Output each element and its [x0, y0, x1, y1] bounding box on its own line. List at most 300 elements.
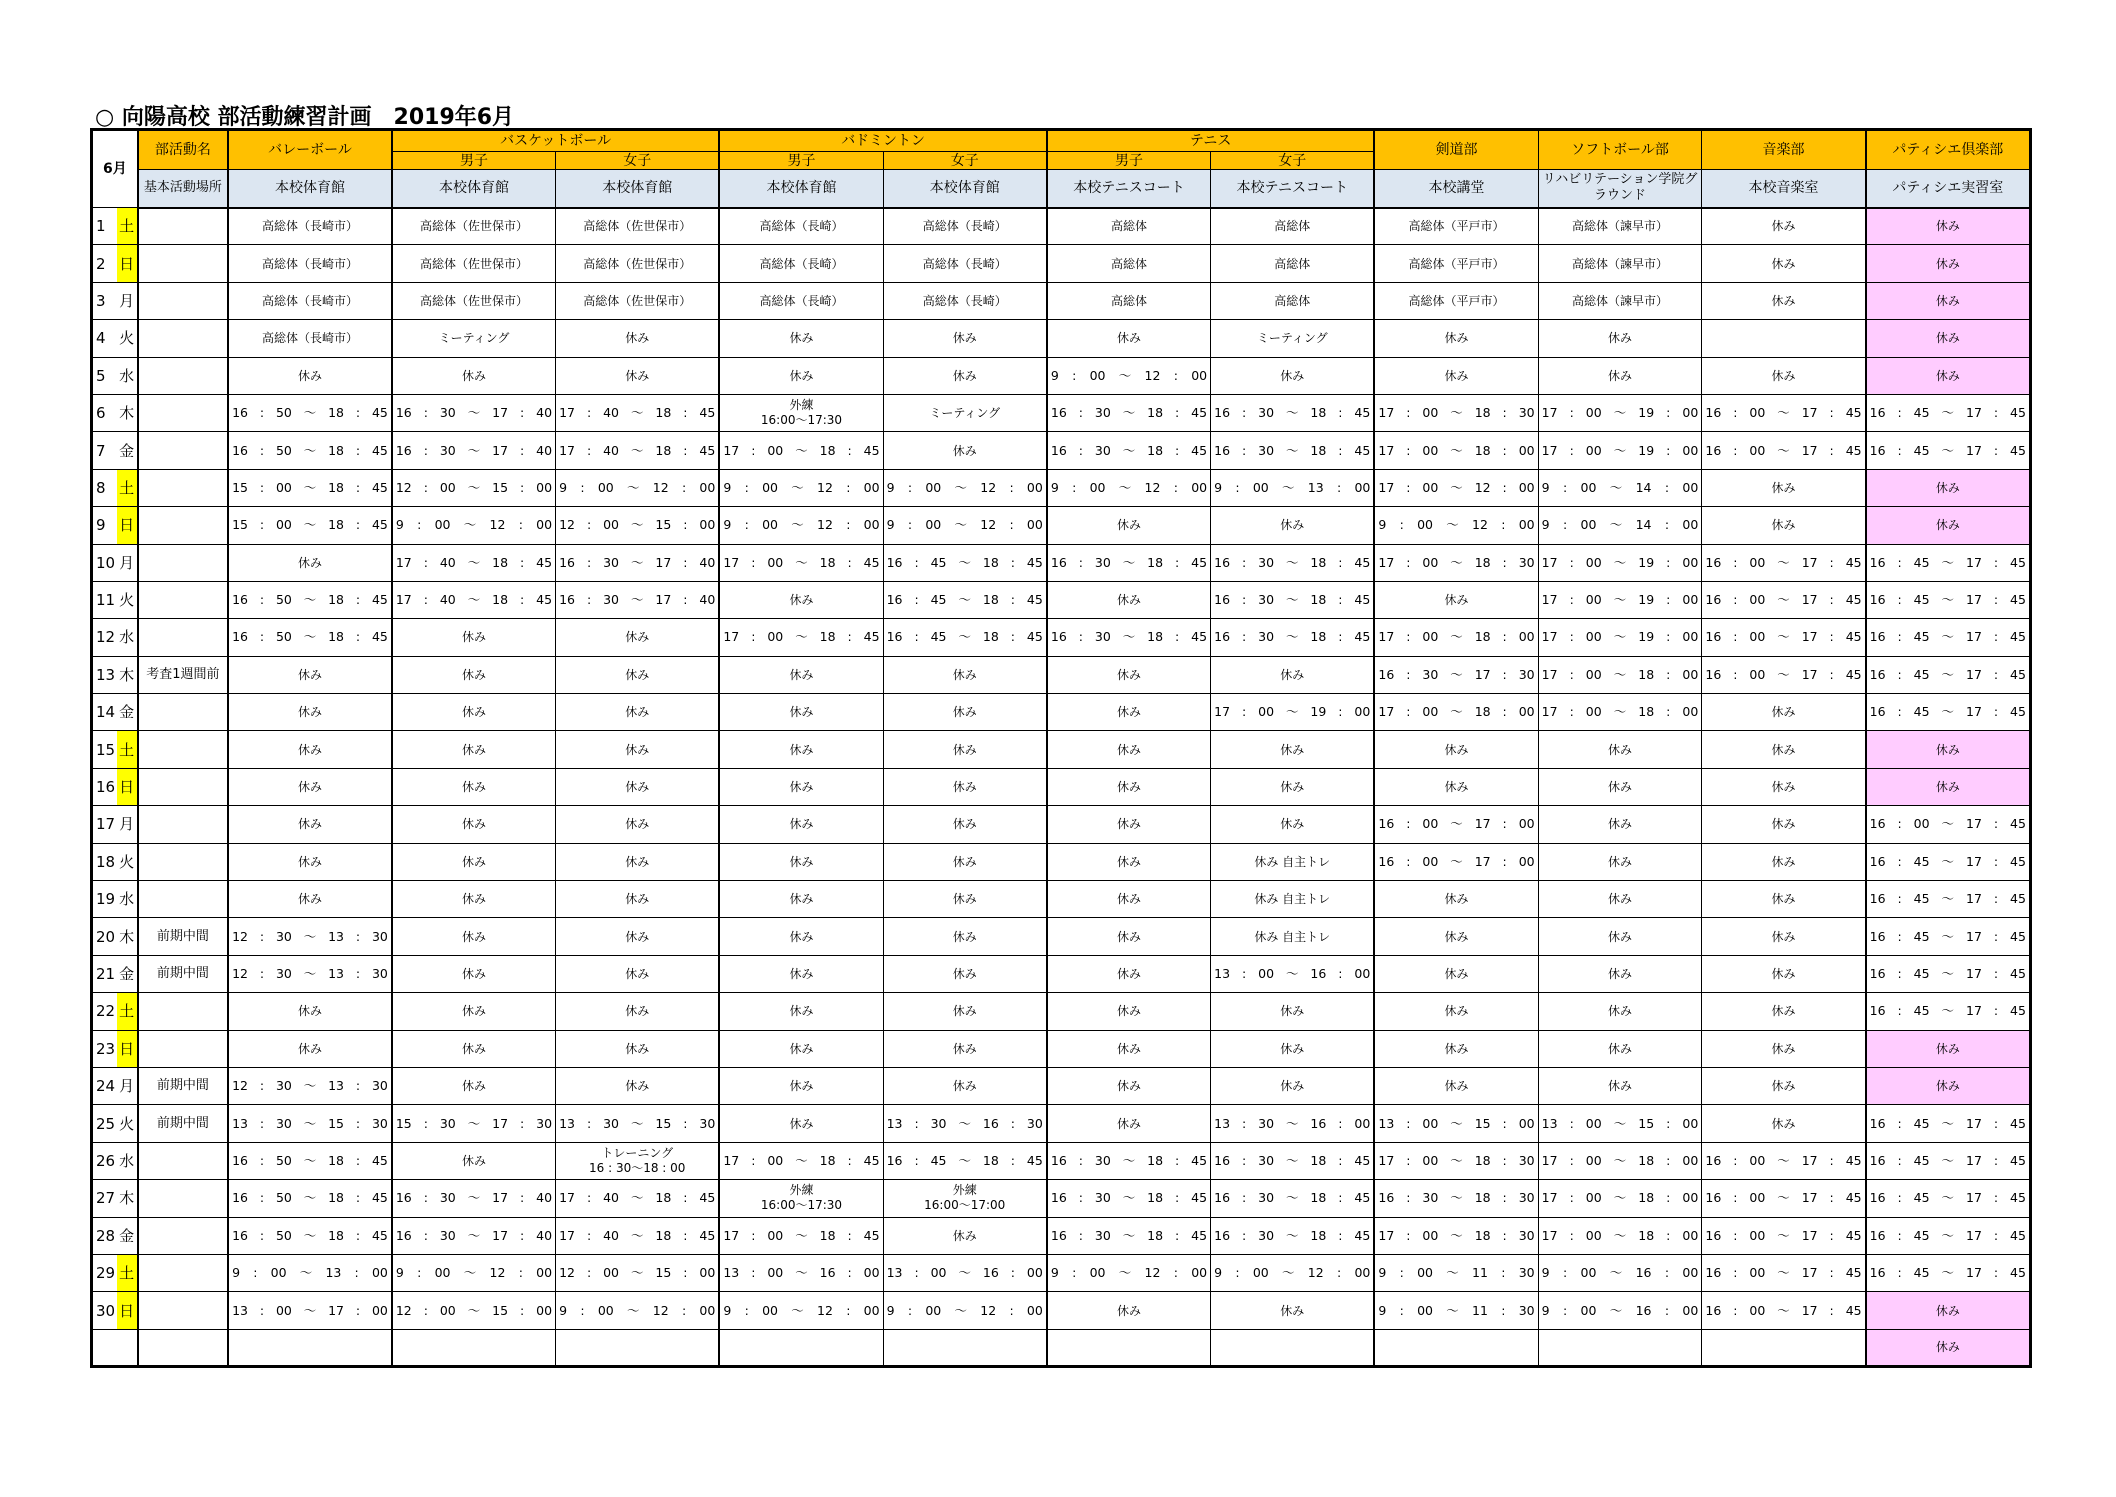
schedule-cell — [1047, 1142, 1211, 1179]
badminton-female: 女子 — [883, 152, 1047, 170]
day-row — [92, 731, 2031, 768]
schedule-cell: 休み — [556, 993, 720, 1030]
time-range: 13 : 00 ～ 17 : 00 — [232, 1302, 388, 1318]
day-row — [92, 918, 2031, 955]
schedule-cell — [1866, 1142, 2031, 1179]
schedule-cell — [1538, 1105, 1702, 1142]
schedule-cell — [1374, 656, 1538, 693]
schedule-cell: 高総体（佐世保市） — [392, 245, 556, 282]
schedule-cell — [1866, 394, 2031, 431]
schedule-cell — [1211, 544, 1375, 581]
time-range: 9 : 00 ～ 14 : 00 — [1541, 517, 1699, 533]
schedule-cell — [719, 1142, 883, 1179]
schedule-cell: 休み — [228, 694, 392, 731]
day-note — [138, 1030, 228, 1067]
schedule-cell — [392, 469, 556, 506]
day-row — [92, 843, 2031, 880]
schedule-cell: 休み — [883, 955, 1047, 992]
schedule-cell — [1047, 394, 1211, 431]
time-range: 9 : 00 ～ 11 : 30 — [1378, 1302, 1535, 1318]
schedule-cell: 休み — [883, 806, 1047, 843]
schedule-cell — [1211, 581, 1375, 618]
schedule-cell: 休み — [1702, 843, 1866, 880]
time-range: 9 : 00 ～ 12 : 00 — [1378, 517, 1535, 533]
time-range: 9 : 00 ～ 12 : 00 — [1050, 1265, 1208, 1281]
schedule-cell: 休み — [228, 544, 392, 581]
day-number: 11 — [92, 581, 117, 618]
schedule-cell: 休み — [1047, 1030, 1211, 1067]
schedule-cell — [1538, 469, 1702, 506]
schedule-cell — [1866, 881, 2031, 918]
day-number: 15 — [92, 731, 117, 768]
time-range: 16 : 45 ～ 18 : 45 — [886, 554, 1043, 570]
day-note — [138, 1217, 228, 1254]
time-range: 9 : 00 ～ 11 : 30 — [1378, 1265, 1535, 1281]
schedule-cell — [228, 469, 392, 506]
schedule-cell: 休み — [1047, 1067, 1211, 1104]
day-note — [138, 1292, 228, 1329]
time-range: 16 : 30 ～ 17 : 40 — [559, 554, 716, 570]
schedule-cell: 休み — [719, 806, 883, 843]
time-range: 16 : 00 ～ 17 : 45 — [1705, 629, 1862, 645]
time-range: 16 : 00 ～ 17 : 45 — [1705, 442, 1862, 458]
schedule-cell: 高総体 — [1211, 208, 1375, 245]
schedule-cell — [1866, 619, 2031, 656]
day-note — [138, 245, 228, 282]
schedule-cell — [1702, 1142, 1866, 1179]
schedule-cell: 休み — [1702, 918, 1866, 955]
time-range: 17 : 40 ～ 18 : 45 — [559, 1190, 716, 1206]
schedule-cell: 休み — [1702, 507, 1866, 544]
time-range: 16 : 45 ～ 17 : 45 — [1869, 928, 2026, 944]
schedule-cell — [228, 394, 392, 431]
day-of-week: 火 — [117, 1105, 138, 1142]
schedule-cell: 休み — [1047, 881, 1211, 918]
place-cell: 本校体育館 — [883, 170, 1047, 208]
schedule-cell — [1866, 993, 2031, 1030]
club-tennis: テニス — [1047, 130, 1375, 152]
schedule-cell: 休み 自主トレ — [1211, 918, 1375, 955]
time-range: 9 : 00 ～ 12 : 00 — [395, 517, 553, 533]
day-row — [92, 208, 2031, 245]
badminton-male: 男子 — [719, 152, 883, 170]
day-of-week: 日 — [117, 1292, 138, 1329]
club-music: 音楽部 — [1702, 130, 1866, 170]
schedule-cell — [556, 581, 720, 618]
club-name-label: 部活動名 — [138, 130, 228, 170]
schedule-cell: 休み — [1047, 1105, 1211, 1142]
tennis-male: 男子 — [1047, 152, 1211, 170]
time-range: 13 : 30 ～ 16 : 30 — [886, 1115, 1043, 1131]
time-range: 16 : 00 ～ 17 : 00 — [1378, 816, 1535, 832]
schedule-cell: 休み — [1538, 357, 1702, 394]
schedule-cell: 休み — [392, 357, 556, 394]
schedule-cell: 休み — [719, 656, 883, 693]
day-of-week: 月 — [117, 544, 138, 581]
schedule-cell: 休み — [719, 1105, 883, 1142]
schedule-cell: 外練 16:00～17:30 — [719, 394, 883, 431]
time-range: 16 : 00 ～ 17 : 45 — [1705, 666, 1862, 682]
day-note — [138, 993, 228, 1030]
schedule-cell — [1538, 507, 1702, 544]
time-range: 16 : 30 ～ 17 : 40 — [395, 1227, 553, 1243]
schedule-cell — [883, 1292, 1047, 1329]
schedule-cell: ミーティング — [1211, 320, 1375, 357]
day-note — [138, 320, 228, 357]
schedule-cell — [1374, 469, 1538, 506]
day-of-week: 水 — [117, 357, 138, 394]
schedule-cell: 休み — [1374, 357, 1538, 394]
time-range: 16 : 45 ～ 17 : 45 — [1869, 592, 2026, 608]
schedule-cell — [1866, 1254, 2031, 1291]
schedule-cell: 休み — [228, 993, 392, 1030]
time-range: 16 : 50 ～ 18 : 45 — [232, 1190, 388, 1206]
time-range: 16 : 30 ～ 18 : 45 — [1214, 592, 1371, 608]
club-kendo: 剣道部 — [1374, 130, 1538, 170]
schedule-cell — [556, 1292, 720, 1329]
schedule-cell — [1374, 694, 1538, 731]
schedule-cell: 休み — [1374, 1030, 1538, 1067]
schedule-cell — [1374, 394, 1538, 431]
schedule-cell: 休み — [883, 432, 1047, 469]
schedule-cell: 休み — [719, 357, 883, 394]
schedule-cell: 休み — [719, 955, 883, 992]
day-note — [138, 507, 228, 544]
schedule-cell — [1538, 1292, 1702, 1329]
schedule-cell — [1211, 432, 1375, 469]
time-range: 12 : 00 ～ 15 : 00 — [559, 1265, 716, 1281]
day-note: 前期中間 — [138, 1105, 228, 1142]
time-range: 16 : 30 ～ 18 : 45 — [1214, 554, 1371, 570]
schedule-cell — [556, 1329, 720, 1366]
schedule-cell: 高総体（佐世保市） — [392, 208, 556, 245]
place-cell: 本校体育館 — [556, 170, 720, 208]
tennis-female: 女子 — [1211, 152, 1375, 170]
time-range: 17 : 40 ～ 18 : 45 — [559, 405, 716, 421]
time-range: 16 : 50 ～ 18 : 45 — [232, 405, 388, 421]
schedule-cell: 休み — [556, 843, 720, 880]
time-range: 15 : 00 ～ 18 : 45 — [232, 479, 388, 495]
day-of-week: 水 — [117, 619, 138, 656]
schedule-cell: 休み — [392, 694, 556, 731]
day-number: 1 — [92, 208, 117, 245]
schedule-cell — [1866, 694, 2031, 731]
time-range: 16 : 30 ～ 18 : 45 — [1050, 1152, 1208, 1168]
day-of-week: 火 — [117, 320, 138, 357]
day-number: 28 — [92, 1217, 117, 1254]
day-of-week: 土 — [117, 731, 138, 768]
time-range: 16 : 00 ～ 17 : 45 — [1705, 1227, 1862, 1243]
time-range: 17 : 00 ～ 18 : 00 — [1378, 442, 1535, 458]
schedule-cell — [1374, 544, 1538, 581]
schedule-cell: 高総体（長崎市） — [228, 245, 392, 282]
schedule-cell: 高総体（諫早市） — [1538, 208, 1702, 245]
schedule-cell — [1538, 544, 1702, 581]
time-range: 9 : 00 ～ 12 : 00 — [1050, 479, 1208, 495]
schedule-cell — [1866, 806, 2031, 843]
day-row — [92, 1067, 2031, 1104]
day-row — [92, 581, 2031, 618]
schedule-cell — [719, 544, 883, 581]
schedule-cell: 休み — [1211, 507, 1375, 544]
schedule-cell: 休み — [1702, 1067, 1866, 1104]
schedule-cell: 休み 自主トレ — [1211, 843, 1375, 880]
schedule-cell — [1538, 1217, 1702, 1254]
day-row — [92, 507, 2031, 544]
time-range: 16 : 45 ～ 17 : 45 — [1869, 405, 2026, 421]
day-note — [138, 544, 228, 581]
time-range: 9 : 00 ～ 12 : 00 — [723, 1302, 880, 1318]
schedule-cell — [556, 544, 720, 581]
schedule-cell: 休み — [1047, 806, 1211, 843]
schedule-cell: 休み — [719, 881, 883, 918]
day-number: 26 — [92, 1142, 117, 1179]
schedule-cell: 休み — [883, 918, 1047, 955]
place-cell: 本校テニスコート — [1211, 170, 1375, 208]
schedule-cell: 外練 16:00～17:00 — [883, 1180, 1047, 1217]
schedule-cell — [1866, 843, 2031, 880]
day-note — [138, 394, 228, 431]
schedule-cell: 休み — [1374, 581, 1538, 618]
schedule-cell — [883, 544, 1047, 581]
time-range: 16 : 30 ～ 18 : 30 — [1378, 1190, 1535, 1206]
time-range: 17 : 40 ～ 18 : 45 — [395, 592, 553, 608]
schedule-cell — [1211, 1180, 1375, 1217]
schedule-cell: 休み — [1047, 768, 1211, 805]
schedule-cell — [228, 918, 392, 955]
day-number: 3 — [92, 282, 117, 319]
time-range: 16 : 30 ～ 18 : 45 — [1214, 629, 1371, 645]
schedule-cell — [1702, 1217, 1866, 1254]
schedule-cell: 休み — [228, 357, 392, 394]
day-row — [92, 1142, 2031, 1179]
schedule-cell: 高総体 — [1211, 245, 1375, 282]
club-basketball: バスケットボール — [392, 130, 720, 152]
schedule-cell: 休み — [883, 1067, 1047, 1104]
schedule-cell — [1374, 1180, 1538, 1217]
schedule-cell: 休み — [1374, 1067, 1538, 1104]
schedule-cell — [228, 432, 392, 469]
schedule-cell — [1047, 544, 1211, 581]
time-range: 17 : 00 ～ 18 : 00 — [1541, 1190, 1699, 1206]
day-row — [92, 619, 2031, 656]
time-range: 12 : 30 ～ 13 : 30 — [232, 966, 388, 981]
day-number: 4 — [92, 320, 117, 357]
day-row — [92, 1292, 2031, 1329]
schedule-cell — [1047, 619, 1211, 656]
time-range: 16 : 30 ～ 18 : 45 — [1050, 405, 1208, 421]
schedule-cell — [228, 955, 392, 992]
day-row — [92, 768, 2031, 805]
schedule-cell: 休み — [719, 694, 883, 731]
schedule-cell: 休み — [1374, 768, 1538, 805]
schedule-cell: 休み — [556, 1030, 720, 1067]
schedule-cell — [392, 394, 556, 431]
time-range: 16 : 00 ～ 17 : 45 — [1705, 1152, 1862, 1168]
schedule-cell: 高総体（佐世保市） — [556, 208, 720, 245]
time-range: 13 : 00 ～ 16 : 00 — [1214, 966, 1371, 981]
schedule-cell: 休み — [556, 918, 720, 955]
time-range: 16 : 30 ～ 18 : 45 — [1214, 1227, 1371, 1243]
place-cell: パティシエ実習室 — [1866, 170, 2031, 208]
day-number: 9 — [92, 507, 117, 544]
time-range: 16 : 30 ～ 17 : 40 — [559, 592, 716, 608]
day-row — [92, 955, 2031, 992]
day-number: 12 — [92, 619, 117, 656]
schedule-cell: 休み — [1538, 1067, 1702, 1104]
day-number: 22 — [92, 993, 117, 1030]
time-range: 17 : 40 ～ 18 : 45 — [559, 1227, 716, 1243]
day-note — [138, 469, 228, 506]
schedule-cell — [1211, 1142, 1375, 1179]
day-of-week: 月 — [117, 806, 138, 843]
day-row — [92, 245, 2031, 282]
day-of-week: 木 — [117, 918, 138, 955]
schedule-cell: 休み — [556, 1067, 720, 1104]
schedule-cell: 休み — [392, 1142, 556, 1179]
time-range: 12 : 00 ～ 15 : 00 — [559, 517, 716, 533]
time-range: 16 : 45 ～ 17 : 45 — [1869, 1003, 2026, 1019]
schedule-cell: 休み — [556, 731, 720, 768]
schedule-cell — [1538, 694, 1702, 731]
time-range: 16 : 45 ～ 17 : 45 — [1869, 1265, 2026, 1281]
schedule-cell: 休み — [1866, 768, 2031, 805]
day-of-week: 金 — [117, 955, 138, 992]
schedule-cell — [228, 1067, 392, 1104]
schedule-cell — [228, 1105, 392, 1142]
schedule-cell — [1702, 544, 1866, 581]
schedule-cell: 休み — [1047, 918, 1211, 955]
schedule-cell: 休み — [1702, 282, 1866, 319]
schedule-cell — [1374, 1217, 1538, 1254]
schedule-cell — [719, 469, 883, 506]
day-of-week: 水 — [117, 881, 138, 918]
time-range: 9 : 00 ～ 14 : 00 — [1541, 479, 1699, 495]
schedule-cell — [228, 1254, 392, 1291]
schedule-cell: 休み — [1702, 1105, 1866, 1142]
schedule-cell: 休み — [1702, 955, 1866, 992]
time-range: 9 : 00 ～ 12 : 00 — [559, 479, 716, 495]
schedule-cell: 休み — [1211, 656, 1375, 693]
time-range: 17 : 40 ～ 18 : 45 — [395, 554, 553, 570]
day-note — [138, 881, 228, 918]
basketball-male: 男子 — [392, 152, 556, 170]
schedule-cell: 休み — [392, 806, 556, 843]
schedule-cell: 高総体（諫早市） — [1538, 282, 1702, 319]
place-cell: 本校体育館 — [392, 170, 556, 208]
day-note — [138, 768, 228, 805]
time-range: 9 : 00 ～ 12 : 00 — [395, 1265, 553, 1281]
day-note — [138, 357, 228, 394]
schedule-cell — [883, 507, 1047, 544]
day-number — [92, 1329, 117, 1366]
time-range: 16 : 30 ～ 17 : 30 — [1378, 666, 1535, 682]
day-row — [92, 881, 2031, 918]
schedule-cell: 休み — [883, 320, 1047, 357]
time-range: 13 : 00 ～ 15 : 00 — [1378, 1115, 1535, 1131]
schedule-cell: 休み — [392, 1067, 556, 1104]
schedule-cell: 高総体（長崎市） — [228, 282, 392, 319]
day-of-week: 日 — [117, 1030, 138, 1067]
day-of-week: 月 — [117, 282, 138, 319]
schedule-cell — [1538, 1329, 1702, 1366]
schedule-cell — [883, 1142, 1047, 1179]
day-note — [138, 1180, 228, 1217]
time-range: 16 : 45 ～ 17 : 45 — [1869, 1115, 2026, 1131]
time-range: 9 : 00 ～ 12 : 00 — [723, 517, 880, 533]
schedule-cell — [228, 1217, 392, 1254]
schedule-cell — [883, 619, 1047, 656]
day-note: 前期中間 — [138, 955, 228, 992]
schedule-cell — [1374, 432, 1538, 469]
day-number: 2 — [92, 245, 117, 282]
schedule-cell: 休み — [1374, 993, 1538, 1030]
schedule-cell: 休み — [1047, 656, 1211, 693]
schedule-cell: 休み — [719, 993, 883, 1030]
time-range: 16 : 45 ～ 17 : 45 — [1869, 442, 2026, 458]
day-note — [138, 694, 228, 731]
time-range: 16 : 45 ～ 17 : 45 — [1869, 1227, 2026, 1243]
schedule-cell: 休み — [392, 918, 556, 955]
club-softball: ソフトボール部 — [1538, 130, 1702, 170]
schedule-cell — [392, 1254, 556, 1291]
schedule-cell: 高総体（平戸市） — [1374, 245, 1538, 282]
time-range: 17 : 00 ～ 18 : 00 — [1378, 704, 1535, 720]
schedule-cell: 休み — [228, 731, 392, 768]
schedule-cell — [1866, 656, 2031, 693]
time-range: 17 : 00 ～ 18 : 00 — [1541, 704, 1699, 720]
schedule-cell — [1538, 432, 1702, 469]
day-number: 23 — [92, 1030, 117, 1067]
schedule-cell: 休み — [1211, 731, 1375, 768]
schedule-cell: 高総体（平戸市） — [1374, 208, 1538, 245]
time-range: 16 : 45 ～ 17 : 45 — [1869, 554, 2026, 570]
time-range: 17 : 00 ～ 19 : 00 — [1541, 405, 1699, 421]
time-range: 13 : 30 ～ 16 : 00 — [1214, 1115, 1371, 1131]
schedule-cell: 高総体 — [1211, 282, 1375, 319]
time-range: 13 : 30 ～ 15 : 30 — [232, 1115, 388, 1131]
time-range: 16 : 00 ～ 17 : 45 — [1705, 1190, 1862, 1206]
time-range: 16 : 30 ～ 18 : 45 — [1214, 1152, 1371, 1168]
day-number: 13 — [92, 656, 117, 693]
schedule-cell: 休み — [883, 1030, 1047, 1067]
day-number: 21 — [92, 955, 117, 992]
schedule-cell — [392, 1180, 556, 1217]
schedule-cell: 休み — [1538, 918, 1702, 955]
day-number: 25 — [92, 1105, 117, 1142]
day-row — [92, 806, 2031, 843]
day-of-week: 火 — [117, 581, 138, 618]
time-range: 17 : 00 ～ 18 : 45 — [723, 1152, 880, 1168]
day-row — [92, 656, 2031, 693]
schedule-cell: 休み — [1702, 806, 1866, 843]
time-range: 16 : 30 ～ 18 : 45 — [1050, 442, 1208, 458]
time-range: 16 : 00 ～ 17 : 00 — [1378, 853, 1535, 869]
time-range: 16 : 45 ～ 18 : 45 — [886, 629, 1043, 645]
schedule-cell: 休み — [883, 1217, 1047, 1254]
time-range: 16 : 45 ～ 18 : 45 — [886, 592, 1043, 608]
time-range: 12 : 30 ～ 13 : 30 — [232, 1078, 388, 1094]
schedule-cell — [1211, 1329, 1375, 1366]
schedule-cell — [1866, 1217, 2031, 1254]
schedule-cell: 休み — [1538, 1030, 1702, 1067]
schedule-cell: 休み — [1702, 768, 1866, 805]
day-of-week: 日 — [117, 507, 138, 544]
time-range: 16 : 30 ～ 18 : 45 — [1050, 554, 1208, 570]
schedule-cell: 休み — [392, 731, 556, 768]
schedule-cell — [556, 432, 720, 469]
schedule-cell — [1211, 469, 1375, 506]
